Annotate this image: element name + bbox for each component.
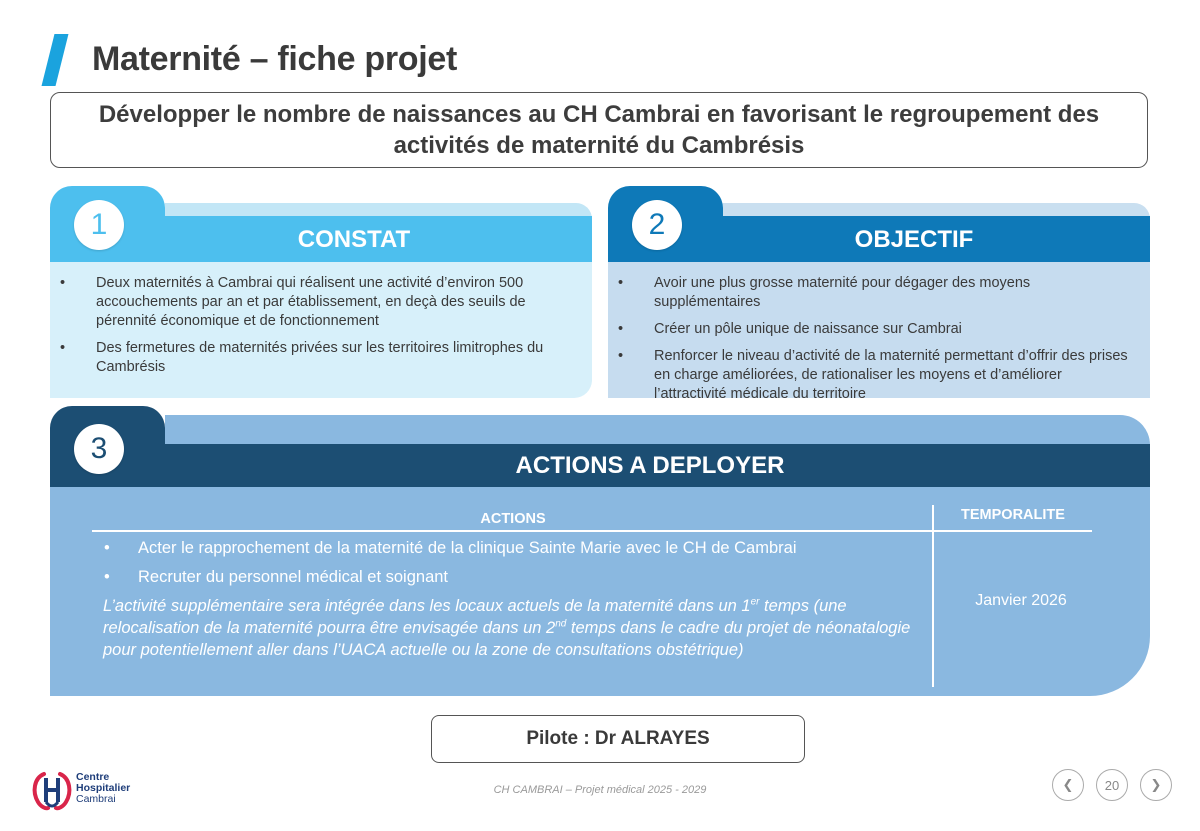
actions-list: [92, 538, 922, 596]
constat-heading: CONSTAT: [297, 226, 411, 253]
actions-number: 3: [90, 432, 108, 465]
table-header-divider: [92, 530, 1092, 532]
objectif-heading: OBJECTIF: [854, 226, 974, 253]
page-number: [1096, 769, 1128, 801]
logo-line: Hospitalier: [76, 782, 131, 794]
actions-tab-strip: [165, 415, 1150, 445]
hospital-logo-text: [76, 772, 130, 805]
actions-number-badge: [74, 424, 124, 474]
page-title: Maternité – fiche projet: [92, 40, 457, 78]
note-part: temps (une relocalisation de la maternité pourra être envisagée dans un 2: [103, 597, 847, 637]
constat-item: • Des fermetures de maternités privées sur les territoires limitrophes du Cambrésis: [50, 339, 572, 377]
note-superscript: er: [750, 596, 760, 608]
temporalite-value: Janvier 2026: [975, 592, 1067, 609]
objectif-item: • Créer un pôle unique de naissance sur Cambrai: [608, 320, 1138, 339]
title-accent-bar: [42, 34, 69, 86]
note-part: temps dans le cadre du projet de néonatalogie pour potentiellement aller dans l’UACA actuelle ou la zone de consultations obstétrique): [103, 619, 911, 659]
action-item: • Acter le rapprochement de la maternité de la clinique Sainte Marie avec le CH de Cambrai: [92, 538, 922, 558]
constat-number: 1: [90, 208, 108, 241]
constat-list: [50, 274, 572, 377]
actions-column-header: ACTIONS: [480, 511, 546, 527]
logo-line: Cambrai: [76, 793, 116, 805]
objectif-item: • Avoir une plus grosse maternité pour dégager des moyens supplémentaires: [608, 274, 1138, 312]
objectif-list: [608, 274, 1138, 404]
pilote-box: [431, 715, 805, 763]
constat-item: • Deux maternités à Cambrai qui réalisent une activité d’environ 500 accouchements par an et par établissement, en deçà des seuils de pérennité économique et de fonctionnement: [50, 274, 572, 331]
action-item: • Recruter du personnel médical et soignant: [92, 567, 922, 587]
objectif-number: 2: [648, 208, 666, 241]
objectif-item: • Renforcer le niveau d’activité de la maternité permettant d’offrir des prises en charge améliorées, de rationaliser les moyens et d’améliorer l’attractivité médicale du territoire: [608, 347, 1138, 404]
actions-note: [103, 595, 923, 661]
next-page-button[interactable]: [1140, 769, 1172, 801]
hospital-logo-icon: [30, 768, 74, 812]
chevron-left-icon: ❮: [1062, 777, 1074, 792]
headline-text: Développer le nombre de naissances au CH Cambrai en favorisant le regroupement des activités de maternité du Cambrésis: [98, 101, 1100, 159]
objectif-body: [608, 262, 1150, 402]
previous-page-button[interactable]: [1052, 769, 1084, 801]
note-part: L’activité supplémentaire sera intégrée dans les locaux actuels de la maternité dans un 1: [103, 597, 751, 615]
temporalite-column-header: TEMPORALITE: [961, 507, 1065, 523]
logo-line: Centre: [76, 771, 110, 783]
note-superscript: nd: [555, 618, 567, 630]
page-number-text: 20: [1104, 777, 1120, 793]
constat-body: [50, 262, 592, 398]
chevron-right-icon: ❯: [1150, 777, 1162, 792]
hospital-logo: [30, 768, 142, 812]
headline-box: [50, 92, 1148, 168]
pilote-text: Pilote : Dr ALRAYES: [526, 728, 710, 749]
footer-text: CH CAMBRAI – Projet médical 2025 - 2029: [493, 784, 707, 796]
actions-heading: ACTIONS A DEPLOYER: [515, 452, 785, 479]
